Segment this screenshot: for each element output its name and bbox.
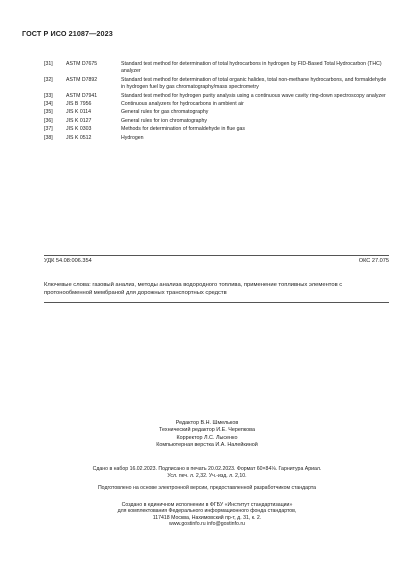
reference-code: ASTM D7941 xyxy=(66,92,98,99)
organization-line: www.gostinfo.ru info@gostinfo.ru xyxy=(169,521,245,528)
top-divider xyxy=(44,255,389,256)
reference-title: Standard test method for determination of total organic halides, total non-methane hydrocarbons, and formaldehyde in hydrogen fuel by gas chromatography/mass spectrometry xyxy=(121,76,387,91)
keywords-block xyxy=(44,281,389,297)
standard-header: ГОСТ Р ИСО 21087—2023 xyxy=(22,29,113,38)
reference-number: [32] xyxy=(44,76,53,83)
bottom-divider xyxy=(44,302,389,303)
organization-line: 117418 Москва, Нахимовский пр-т, д. 31, к. 2. xyxy=(152,514,262,521)
reference-title: Standard test method for hydrogen purity analysis using a continuous wave cavity ring-down spectroscopy analyzer xyxy=(121,92,386,99)
credit-name: Л.С. Лысенко xyxy=(204,434,238,441)
reference-code: JIS K 0512 xyxy=(66,134,92,141)
reference-code: JIS K 0303 xyxy=(66,126,92,133)
reference-code: JIS K 0127 xyxy=(66,117,92,124)
reference-item xyxy=(44,109,389,116)
credit-line xyxy=(0,442,414,449)
organization-line: Создано в единичном исполнении в ФГБУ «Институт стандартизации» xyxy=(121,502,293,508)
reference-code: JIS B 7956 xyxy=(66,101,92,108)
reference-item xyxy=(44,61,389,76)
credit-name: И.Е. Черепкова xyxy=(216,427,255,434)
reference-number: [36] xyxy=(44,117,53,124)
publication-info xyxy=(0,466,414,480)
credit-name: И.А. Налейкиной xyxy=(215,441,258,448)
reference-title: Continuous analyzers for hydrocarbons in ambient air xyxy=(121,101,244,108)
reference-item xyxy=(44,93,389,100)
credit-name: В.Н. Шмельков xyxy=(200,420,239,426)
reference-number: [33] xyxy=(44,92,53,99)
reference-code: ASTM D7892 xyxy=(66,76,98,83)
credit-line xyxy=(0,435,414,442)
reference-item xyxy=(44,77,389,92)
organization-line: для комплектования Федерального информационного фонда стандартов, xyxy=(117,508,297,515)
credit-role: Технический редактор xyxy=(159,427,215,434)
keywords-text: газовый анализ, методы анализа водородного топлива, применение топливных элементов с протонообменной мембраной для дорожных транспортных средств xyxy=(44,282,343,296)
reference-title: General rules for gas chromatography xyxy=(121,109,209,116)
reference-item xyxy=(44,101,389,108)
reference-number: [31] xyxy=(44,61,53,67)
reference-item xyxy=(44,126,389,133)
reference-item xyxy=(44,118,389,125)
electronic-version-notice: Подготовлено на основе электронной версии, предоставленной разработчиком стандарта xyxy=(97,485,317,491)
credit-role: Корректор xyxy=(176,434,203,441)
credit-line xyxy=(0,427,414,434)
reference-title: General rules for ion chromatography xyxy=(121,117,207,124)
reference-item xyxy=(44,135,389,142)
reference-number: [37] xyxy=(44,126,53,133)
credits-block xyxy=(0,420,414,449)
publication-line: Усл. печ. л. 2,32. Уч.-изд. л. 2,10. xyxy=(167,473,247,479)
organization-info xyxy=(0,502,414,528)
reference-list xyxy=(44,61,389,143)
reference-title: Hydrogen xyxy=(121,134,144,141)
reference-code: ASTM D7675 xyxy=(66,61,98,67)
reference-title: Standard test method for determination of total hydrocarbons in hydrogen by FID-Based Total Hydrocarbon (THC) analyzer xyxy=(121,61,382,75)
reference-number: [34] xyxy=(44,101,53,108)
udk-code: УДК 54.08:006.354 xyxy=(44,258,92,264)
credit-role: Компьютерная верстка xyxy=(156,441,214,448)
reference-code: JIS K 0114 xyxy=(66,109,91,116)
reference-number: [35] xyxy=(44,109,53,116)
oks-code: ОКС 27.075 xyxy=(358,258,389,264)
publication-line: Сдано в набор 16.02.2023. Подписано в печать 20.02.2023. Формат 60×84⅛. Гарнитура Ариал. xyxy=(92,466,322,472)
credit-role: Редактор xyxy=(175,420,200,426)
reference-title: Methods for determination of formaldehyde in flue gas xyxy=(121,126,245,133)
reference-number: [38] xyxy=(44,134,53,141)
keywords-label: Ключевые слова: xyxy=(44,282,91,288)
